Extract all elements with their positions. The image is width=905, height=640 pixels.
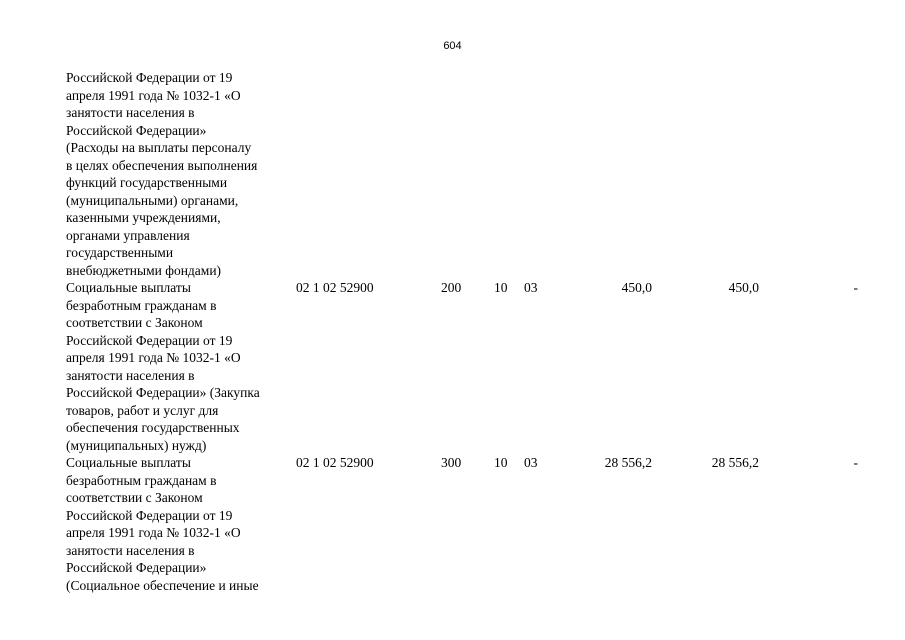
row-expense-type: 300 [441,455,462,470]
row-description-line: апреля 1991 года № 1032-1 «О [66,87,241,103]
row-code: 02 1 02 52900 [296,280,374,295]
row-description-line: казенными учреждениями, [66,210,221,225]
row-description-line: (муниципальных) нужд) [66,437,207,453]
row-description-line: апреля 1991 года № 1032-1 «О [66,525,241,540]
row-description-line: Российской Федерации от 19 [66,332,233,348]
row-amount-third: - [853,280,858,295]
row-description-line: занятости населения в [66,105,195,120]
row-description-line: органами управления [66,227,190,243]
row-description-line: апреля 1991 года № 1032-1 «О [66,350,241,365]
row-description-line: безработным гражданам в [66,472,217,488]
row-description-line: (Расходы на выплаты персоналу [66,140,252,155]
row-amount-third: - [853,455,858,470]
row-description-line: Российской Федерации от 19 [66,507,233,523]
row-subsection: 03 [524,280,538,295]
row-description-line: обеспечения государственных [66,420,240,435]
row-section: 10 [494,455,508,470]
row-description-line: Российской Федерации» [66,560,207,575]
row-section: 10 [494,280,508,295]
row-description-line: Российской Федерации» [66,122,207,138]
row-amount-total: 28 556,2 [604,455,652,470]
row-description-line: товаров, работ и услуг для [66,402,219,418]
row-description-line: безработным гражданам в [66,297,217,313]
row-description-line: Российской Федерации» (Закупка [66,385,260,400]
row-amount-second: 450,0 [728,280,759,295]
row-description-line: занятости населения в [66,367,195,383]
row-description-line: функций государственными [66,175,228,190]
row-description-line: в целях обеспечения выполнения [66,157,258,173]
row-expense-type: 200 [441,280,462,295]
row-description-line: соответствии с Законом [66,315,203,330]
row-description-line: соответствии с Законом [66,490,203,505]
row-description-line: Социальные выплаты [66,455,191,470]
row-description-line: (Социальное обеспечение и иные [66,577,259,593]
row-description-line: внебюджетными фондами) [66,262,222,278]
page-number: 604 [443,40,462,52]
row-description-line: занятости населения в [66,542,195,558]
row-description-line: Российской Федерации от 19 [66,70,233,85]
row-description-line: (муниципальными) органами, [66,192,239,208]
row-amount-second: 28 556,2 [711,455,759,470]
row-description-line: государственными [66,245,174,260]
row-subsection: 03 [524,455,538,470]
row-amount-total: 450,0 [621,280,652,295]
row-code: 02 1 02 52900 [296,455,374,470]
row-description-line: Социальные выплаты [66,280,191,295]
